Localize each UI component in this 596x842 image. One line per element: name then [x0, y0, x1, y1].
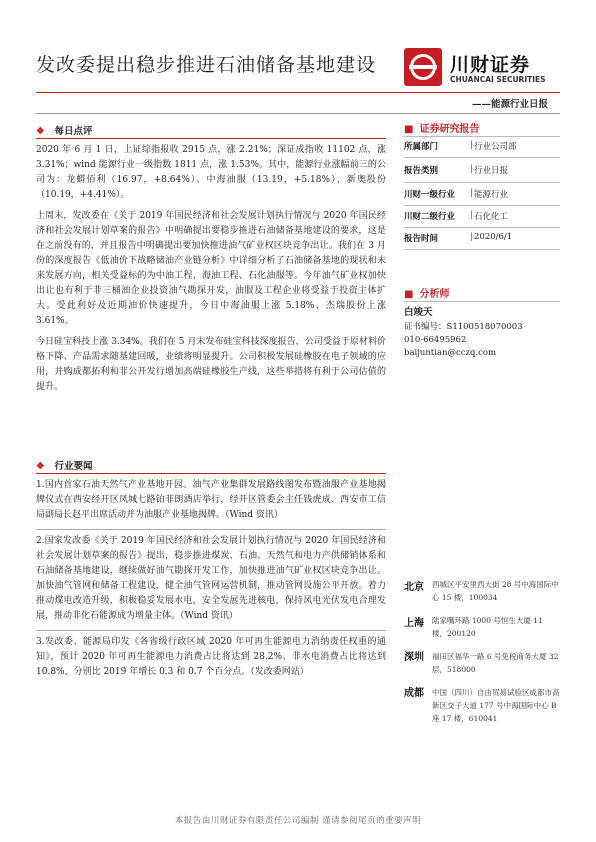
info-row: 川财一级行业 | 能源行业 — [404, 188, 509, 200]
info-rule — [404, 205, 560, 206]
logo-subtext: CHUANCAI SECURITIES — [450, 75, 546, 84]
page-footer: 本报告由川财证券有限责任公司编制 谨请参阅尾页的重要声明 — [174, 816, 422, 826]
industry-news-list — [36, 478, 386, 686]
office-city: 深圳 — [404, 652, 424, 663]
company-logo — [404, 48, 554, 90]
info-value: 行业公司部 — [474, 142, 517, 152]
logo-mark-icon — [404, 48, 442, 86]
office-city: 上海 — [404, 618, 424, 629]
analyst-phone: 010-66495962 — [404, 335, 467, 345]
section-rule — [36, 473, 386, 474]
subtitle-rule — [36, 113, 560, 114]
review-paragraph: 今日硅宝科技上涨 3.34%。我们在 5 月末发布硅宝科技深度报告，公司受益于原材料价格下降、产品需求随基建回暖，业绩将明显提升。公司积极发展硅橡胶在电子领域的应用，并购成都拓利和非公开发行增加高端硅橡胶生产线，这些举措将有利于公司估值的提升。 — [36, 337, 386, 392]
logo-text: 川财证券 — [450, 54, 531, 76]
info-row: 所属部门 | 行业公司部 — [404, 140, 517, 152]
page-title: 发改委提出稳步推进石油储备基地建设 — [36, 54, 377, 76]
info-key: 川财二级行业 — [404, 212, 456, 222]
info-value: 能源行业 — [474, 190, 509, 200]
analyst-heading: ■ 分析师 — [404, 289, 450, 300]
info-rule — [404, 249, 560, 250]
daily-review-body — [36, 143, 386, 401]
office-address: 中国（四川）自由贸易试验区成都市高新区交子大道 177 号中海国际中心 B 座 17 楼，610041 — [432, 688, 560, 723]
analyst-cert: 证书编号：S1100518070003 — [404, 322, 523, 332]
office-city: 北京 — [404, 582, 424, 593]
office-address: 福田区福华一路 6 号免税商务大厦 32 层，518000 — [432, 652, 559, 674]
diamond-bullet-icon: ❖ — [36, 461, 45, 472]
analyst-block — [404, 306, 560, 360]
info-rule — [404, 227, 560, 228]
review-paragraph: 上周末，发改委在《关于 2019 年国民经济和社会发展计划执行情况与 2020 年国民经济和社会发展计划草案的报告》中明确提出要稳步推进石油储备基地建设的要求，这是在之前没有的，并且报告中明确提出要加快推进油气矿业权区块竞争出让。我们在 3 月份的深度报告《低油价下战略储油产业链分析》中详细分析了石油储备基地的现状和未来发展方向，相关受益标的为中油工程、海油工程、石化油服等。今年油气矿业权加快出让也有利于非三桶油企业投资油气勘探开发，油服及工程企业将受益于投资主体扩大。受此利好及近期油价快速提升，今日中海油服上涨 5.18%、杰瑞股份上涨 3.61%。 — [36, 211, 386, 326]
news-item: 3.发改委、能源局印发《各省级行政区域 2020 年可再生能源电力消纳责任权重的通知》，预计 2020 年可再生能源电力消费占比将达到 28.2%、非水电消费占比将达到 10.8%，分别比 2019 年增长 0.3 和 0.7 个百分点。（发改委网站） — [36, 637, 386, 677]
industry-news-heading: ❖ 行业要闻 — [36, 461, 93, 472]
item-divider — [36, 529, 386, 530]
report-subtitle: ——能源行业日报 — [471, 99, 548, 110]
square-bullet-icon: ■ — [404, 124, 414, 135]
info-key: 报告时间 — [404, 234, 439, 244]
office-city: 成都 — [404, 688, 424, 699]
info-value: 石化化工 — [474, 212, 509, 222]
analyst-email[interactable]: baijuntian@cczq.com — [404, 348, 497, 358]
info-row: 报告类别 | 行业日报 — [404, 164, 509, 176]
diamond-bullet-icon: ❖ — [36, 126, 45, 137]
info-value: 行业日报 — [474, 166, 509, 176]
news-item: 2.国家发改委《关于 2019 年国民经济和社会发展计划执行情况与 2020 年国民经济和社会发展计划草案的报告》提出，稳步推进煤炭、石油、天然气和电力产供储销体系和石油储备基地建设，继续做好油气勘探开发工作，加快推进油气矿业权区块竞争出让。加快油气管网和储备工程建设，健全油气管网运营机制，推动管网设施公平开放。着力推动煤电改造升级，积极稳妥发展水电，安全发展先进核电，保持风电光伏发电合理发展，推动非化石能源成为增量主体。（Wind 资讯） — [36, 536, 386, 621]
header-rule — [36, 92, 560, 93]
info-rule — [404, 136, 560, 137]
analyst-name: 白竣天 — [404, 307, 433, 318]
news-item: 1.国内首家石油天然气产业基地开园。油气产业集群发展路线图发布暨油服产业基地揭牌仪式在西安经开区凤城七路铂菲朗酒店举行，经开区管委会主任钱虎成、西安市工信局副局长赵平出席活动并为油服产业基地揭牌。（Wind 资讯） — [36, 480, 386, 520]
info-key: 所属部门 — [404, 142, 439, 152]
office-address: 陆家嘴环路 1000 号恒生大厦 11 楼，200120 — [432, 616, 543, 638]
info-row: 川财二级行业 | 石化化工 — [404, 210, 509, 222]
square-bullet-icon: ■ — [404, 289, 414, 300]
info-rule — [404, 157, 560, 158]
info-rule — [404, 301, 560, 302]
office-address: 西城区平安里西大街 28 号中海国际中心 15 楼，100034 — [432, 580, 559, 602]
info-value: 2020/6/1 — [474, 232, 513, 242]
daily-review-heading: ❖ 每日点评 — [36, 126, 93, 137]
info-key: 报告类别 — [404, 166, 439, 176]
review-paragraph: 2020 年 6 月 1 日，上证综指报收 2915 点，涨 2.21%；深证成指收 11102 点，涨 3.31%；wind 能源行业一级指数 1811 点，涨 1.53%。其中，能源行业涨幅前三的公司为：龙蟒佰利（16.97，+8.64%）、中海油服（13.19，+5.18%）、新奥股份（10.19，+4.41%）。 — [36, 145, 386, 200]
info-key: 川财一级行业 — [404, 190, 456, 200]
item-divider — [36, 630, 386, 631]
section-rule — [36, 138, 386, 139]
report-type-heading: ■ 证券研究报告 — [404, 124, 480, 135]
info-rule — [404, 182, 560, 183]
info-row: 报告时间 | 2020/6/1 — [404, 232, 513, 244]
